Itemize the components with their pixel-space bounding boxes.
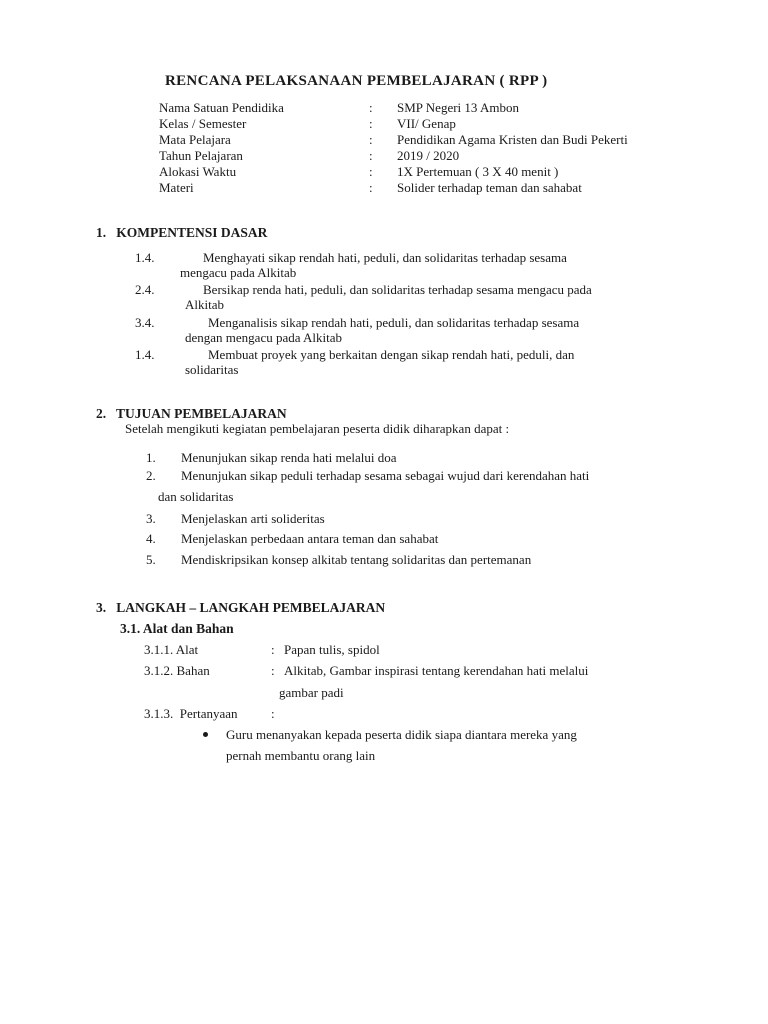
list-item-text: Mendiskripsikan konsep alkitab tentang solidaritas dan pertemanan	[181, 552, 532, 567]
list-item-number: 3.4.	[135, 315, 155, 330]
identity-label: Materi	[159, 180, 194, 195]
row-separator: :	[271, 706, 275, 721]
list-item-text: Menjelaskan arti solideritas	[181, 511, 325, 526]
list-item-text: dengan mengacu pada Alkitab	[185, 330, 343, 345]
identity-label: Kelas / Semester	[159, 116, 247, 131]
list-item-text: Menganalisis sikap rendah hati, peduli, dan solidaritas terhadap sesama	[208, 315, 580, 330]
identity-value: 1X Pertemuan ( 3 X 40 menit )	[397, 164, 559, 179]
row-separator: :	[271, 663, 275, 678]
list-item-text: Menghayati sikap rendah hati, peduli, dan solidaritas terhadap sesama	[203, 250, 567, 265]
list-item-text: dan solidaritas	[158, 489, 234, 504]
section-heading-kompetensi: 1. KOMPENTENSI DASAR	[96, 225, 268, 240]
identity-separator: :	[369, 180, 373, 195]
list-item-number: 1.4.	[135, 250, 155, 265]
list-item-number: 3.	[146, 511, 156, 526]
row-label: 3.1.1. Alat	[144, 642, 199, 657]
list-item-text: Bersikap renda hati, peduli, dan solidaritas terhadap sesama mengacu pada	[203, 282, 592, 297]
identity-separator: :	[369, 148, 373, 163]
list-item-text: Alkitab	[185, 297, 224, 312]
identity-label: Nama Satuan Pendidika	[159, 100, 284, 115]
list-item-text: mengacu pada Alkitab	[180, 265, 297, 280]
identity-separator: :	[369, 116, 373, 131]
identity-value: VII/ Genap	[397, 116, 456, 131]
list-item-number: 1.4.	[135, 347, 155, 362]
identity-separator: :	[369, 132, 373, 147]
identity-separator: :	[369, 100, 373, 115]
bullet-text: pernah membantu orang lain	[226, 748, 376, 763]
row-label: 3.1.3. Pertanyaan	[144, 706, 238, 721]
identity-value: SMP Negeri 13 Ambon	[397, 100, 519, 115]
section-heading-tujuan: 2. TUJUAN PEMBELAJARAN	[96, 406, 287, 421]
list-item-number: 1.	[146, 450, 156, 465]
bullet-icon	[203, 732, 208, 737]
section-heading-langkah: 3. LANGKAH – LANGKAH PEMBELAJARAN	[96, 600, 386, 615]
identity-value: 2019 / 2020	[397, 148, 460, 163]
list-item-text: solidaritas	[185, 362, 239, 377]
bullet-text: Guru menanyakan kepada peserta didik siapa diantara mereka yang	[226, 727, 577, 742]
list-item-number: 2.	[146, 468, 156, 483]
list-item-text: Menunjukan sikap renda hati melalui doa	[181, 450, 397, 465]
list-item-number: 4.	[146, 531, 156, 546]
list-item-number: 5.	[146, 552, 156, 567]
list-item-text: Menunjukan sikap peduli terhadap sesama sebagai wujud dari kerendahan hati	[181, 468, 590, 483]
identity-label: Tahun Pelajaran	[159, 148, 243, 163]
row-value: gambar padi	[279, 685, 344, 700]
row-value: Alkitab, Gambar inspirasi tentang kerendahan hati melalui	[284, 663, 589, 678]
identity-label: Alokasi Waktu	[159, 164, 237, 179]
identity-separator: :	[369, 164, 373, 179]
sub-heading-alat-bahan: 3.1. Alat dan Bahan	[120, 621, 234, 636]
row-label: 3.1.2. Bahan	[144, 663, 210, 678]
identity-value: Solider terhadap teman dan sahabat	[397, 180, 582, 195]
identity-label: Mata Pelajara	[159, 132, 231, 147]
row-value: Papan tulis, spidol	[284, 642, 380, 657]
row-separator: :	[271, 642, 275, 657]
identity-value: Pendidikan Agama Kristen dan Budi Pekerti	[397, 132, 628, 147]
list-item-number: 2.4.	[135, 282, 155, 297]
list-item-text: Membuat proyek yang berkaitan dengan sikap rendah hati, peduli, dan	[208, 347, 575, 362]
list-item-text: Menjelaskan perbedaan antara teman dan sahabat	[181, 531, 439, 546]
section-intro: Setelah mengikuti kegiatan pembelajaran peserta didik diharapkan dapat :	[125, 421, 510, 436]
document-title: RENCANA PELAKSANAAN PEMBELAJARAN ( RPP )	[165, 73, 548, 89]
